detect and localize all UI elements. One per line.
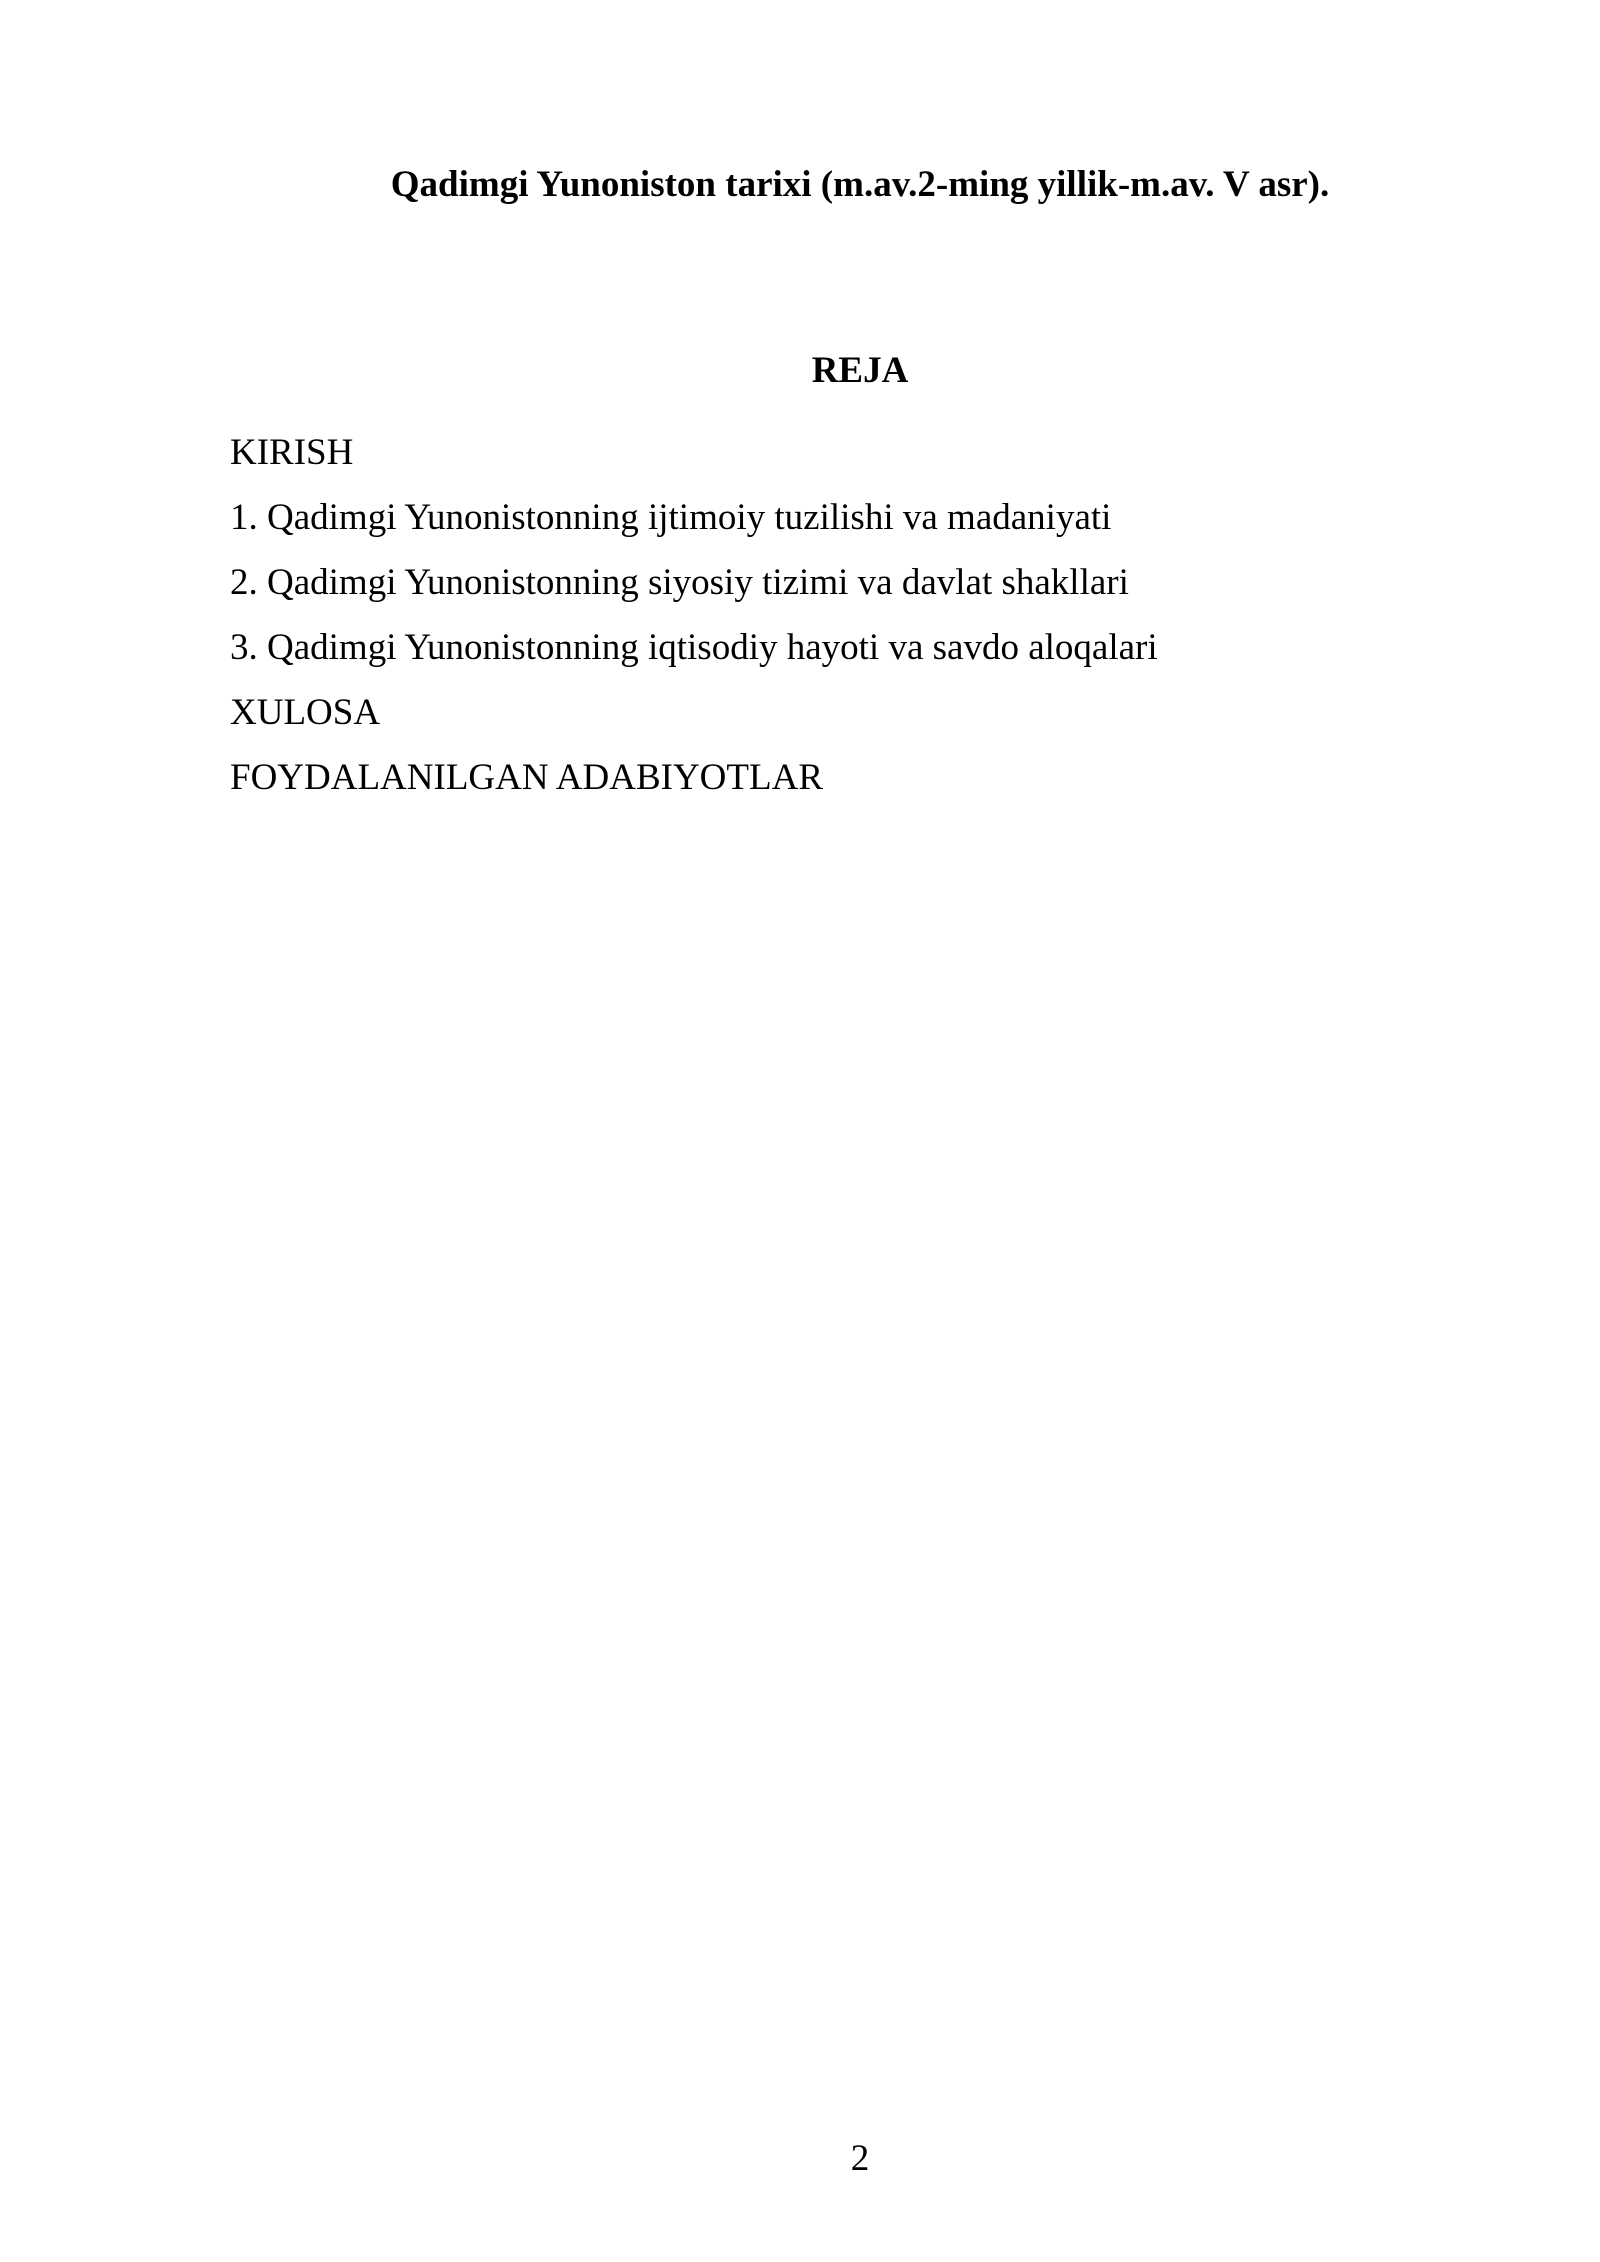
plan-heading: REJA [811, 350, 909, 391]
plan-item-introduction: KIRISH [230, 432, 354, 473]
page-number: 2 [850, 2138, 870, 2179]
plan-item-1: 1. Qadimgi Yunonistonning ijtimoiy tuzilishi va madaniyati [230, 497, 1112, 538]
plan-item-conclusion: XULOSA [230, 692, 381, 733]
document-title: Qadimgi Yunoniston tarixi (m.av.2-ming yillik-m.av. V asr). [390, 164, 1330, 205]
plan-item-references: FOYDALANILGAN ADABIYOTLAR [230, 757, 823, 798]
plan-item-2: 2. Qadimgi Yunonistonning siyosiy tizimi va davlat shakllari [230, 562, 1129, 603]
plan-item-3: 3. Qadimgi Yunonistonning iqtisodiy hayoti va savdo aloqalari [230, 627, 1158, 668]
plan-list [230, 420, 1158, 810]
